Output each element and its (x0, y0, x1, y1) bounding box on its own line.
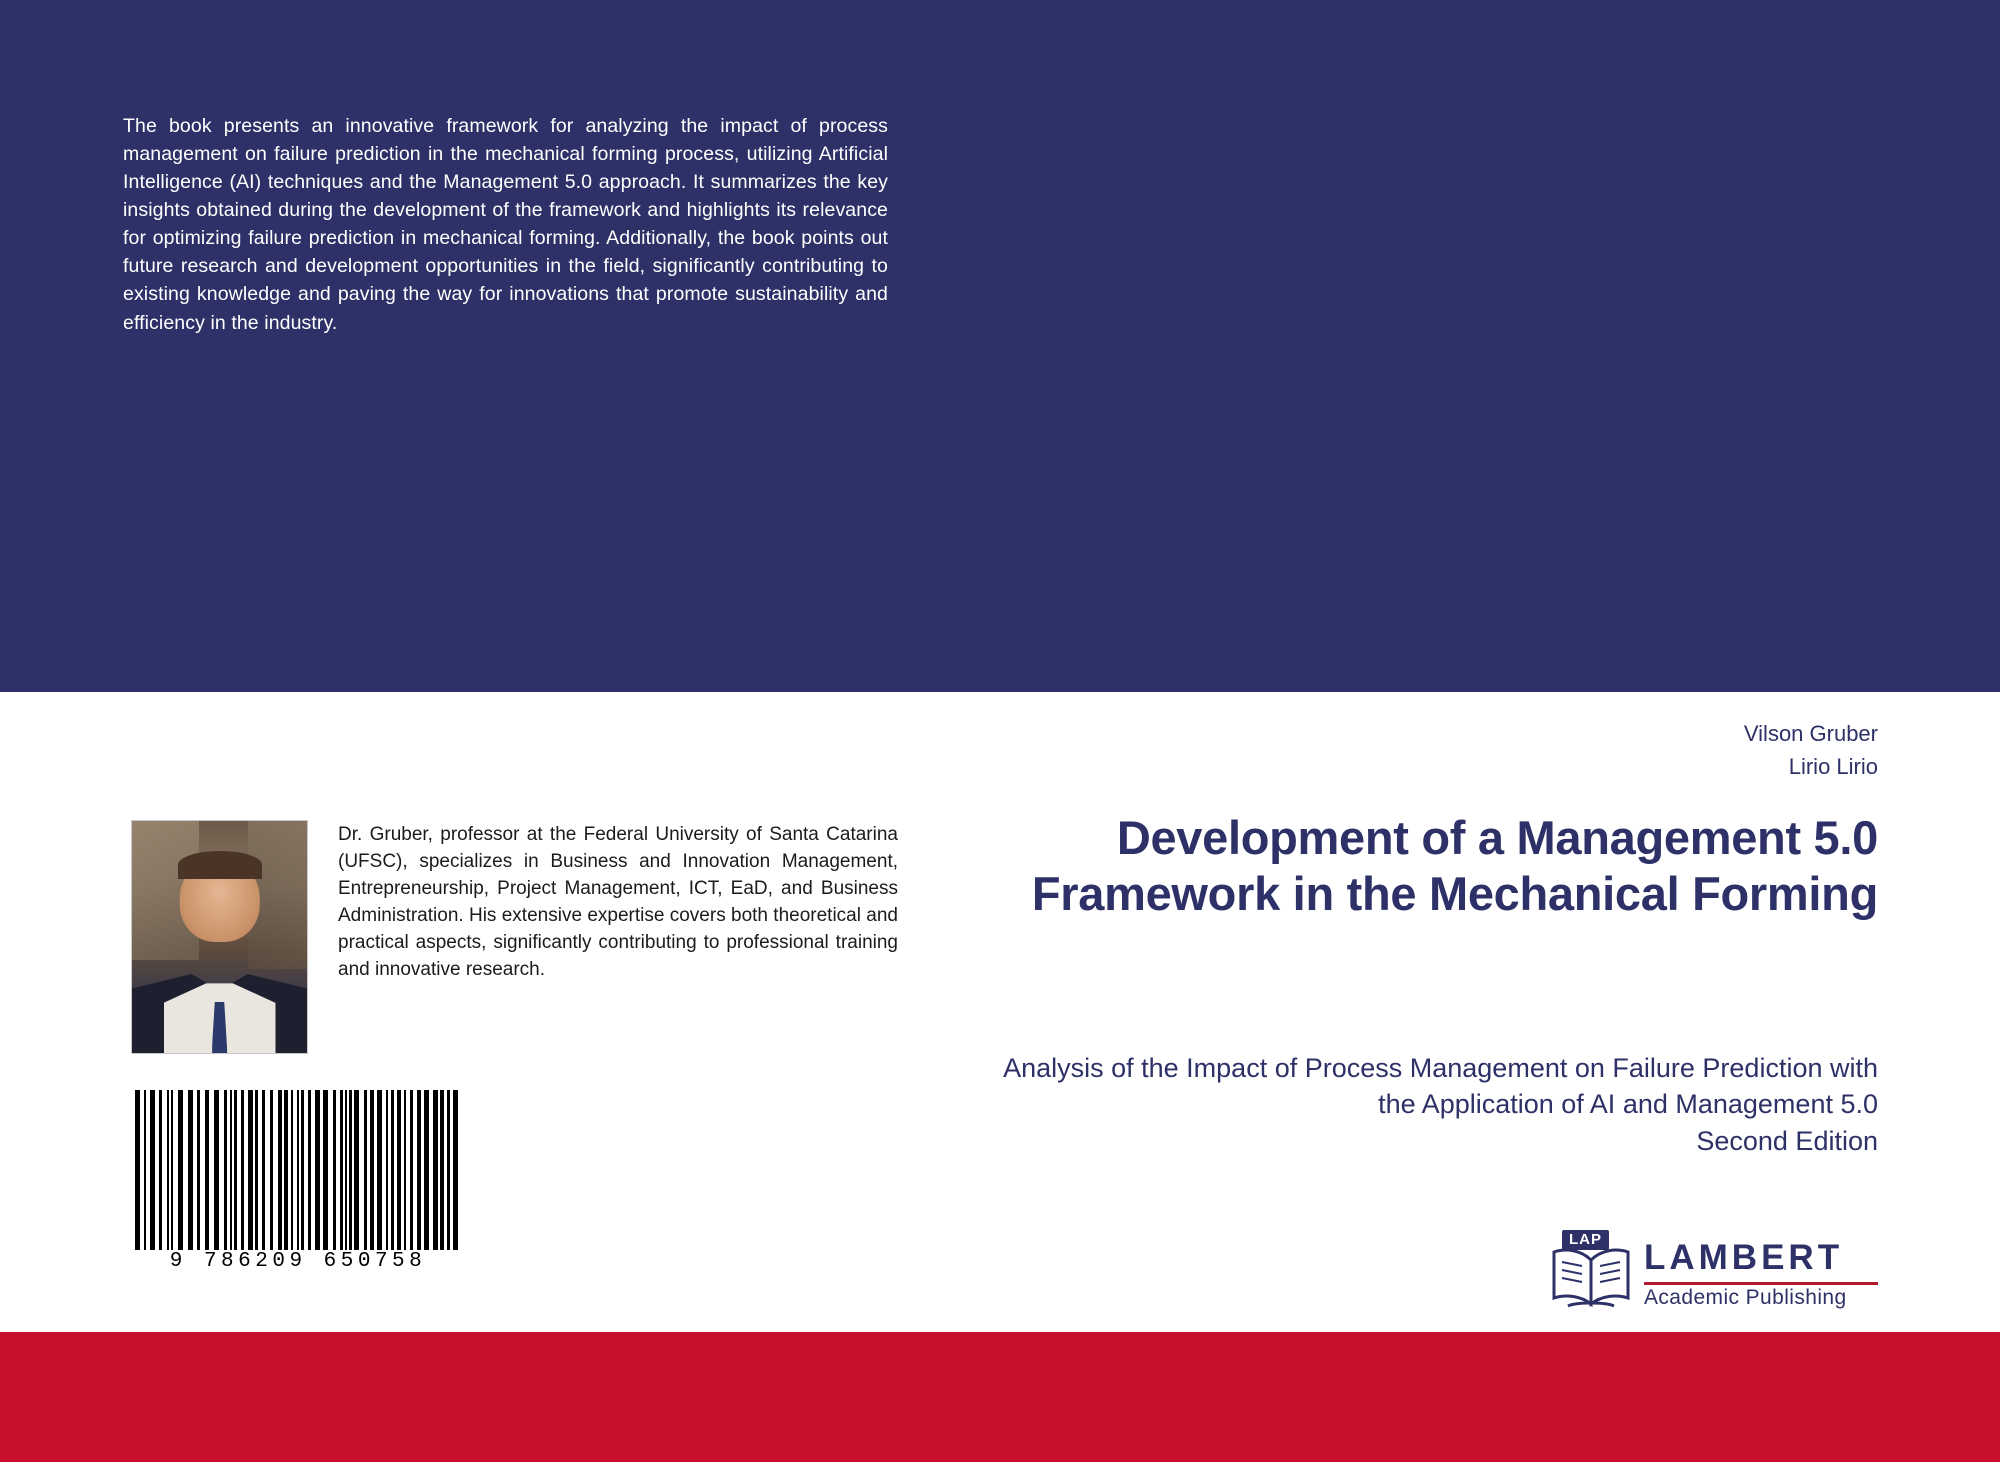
back-cover-blurb: The book presents an innovative framework for analyzing the impact of process management on failure prediction in the mechanical forming process, utilizing Artificial Intelligence (AI) techniques and the Management 5.0 approach. It summarizes the key insights obtained during the development of the framework and highlights its relevance for optimizing failure prediction in mechanical forming. Additionally, the book points out future research and development opportunities in the field, significantly contributing to existing knowledge and paving the way for innovations that promote sustainability and efficiency in the industry. (123, 115, 888, 334)
barcode-digits: 9 786209 650758 (169, 1250, 427, 1273)
author-biography: Dr. Gruber, professor at the Federal University of Santa Catarina (UFSC), specializes in Business and Innovation Management, Entrepreneurship, Project Management, ICT, EaD, and Business Administration. His extensive expertise covers both theoretical and practical aspects, significantly contributing to professional training and innovative research. (338, 824, 898, 980)
publisher-tagline: Academic Publishing (1644, 1286, 1847, 1309)
book-subtitle-block (978, 1050, 1878, 1159)
publisher-rule (1644, 1282, 1878, 1285)
author-name-2: Lirio Lirio (1788, 753, 1878, 779)
publisher-logo (1548, 1230, 1878, 1318)
back-cover-panel (0, 0, 2000, 692)
barcode-bars (133, 1090, 463, 1250)
publisher-badge: LAP (1562, 1230, 1609, 1250)
bottom-red-band (0, 1332, 2000, 1462)
author-names (1118, 718, 1878, 783)
barcode (133, 1090, 463, 1300)
photo-hair (178, 851, 262, 879)
author-name-1: Vilson Gruber (1743, 721, 1878, 746)
publisher-name: LAMBERT (1644, 1238, 1844, 1277)
book-edition: Second Edition (1696, 1125, 1878, 1156)
book-title: Development of a Management 5.0 Framework in the Mechanical Forming (1031, 811, 1878, 921)
author-portrait-photo (131, 820, 308, 1054)
book-subtitle: Analysis of the Impact of Process Management on Failure Prediction with the Application of AI and Management 5.0 (1003, 1053, 1878, 1120)
